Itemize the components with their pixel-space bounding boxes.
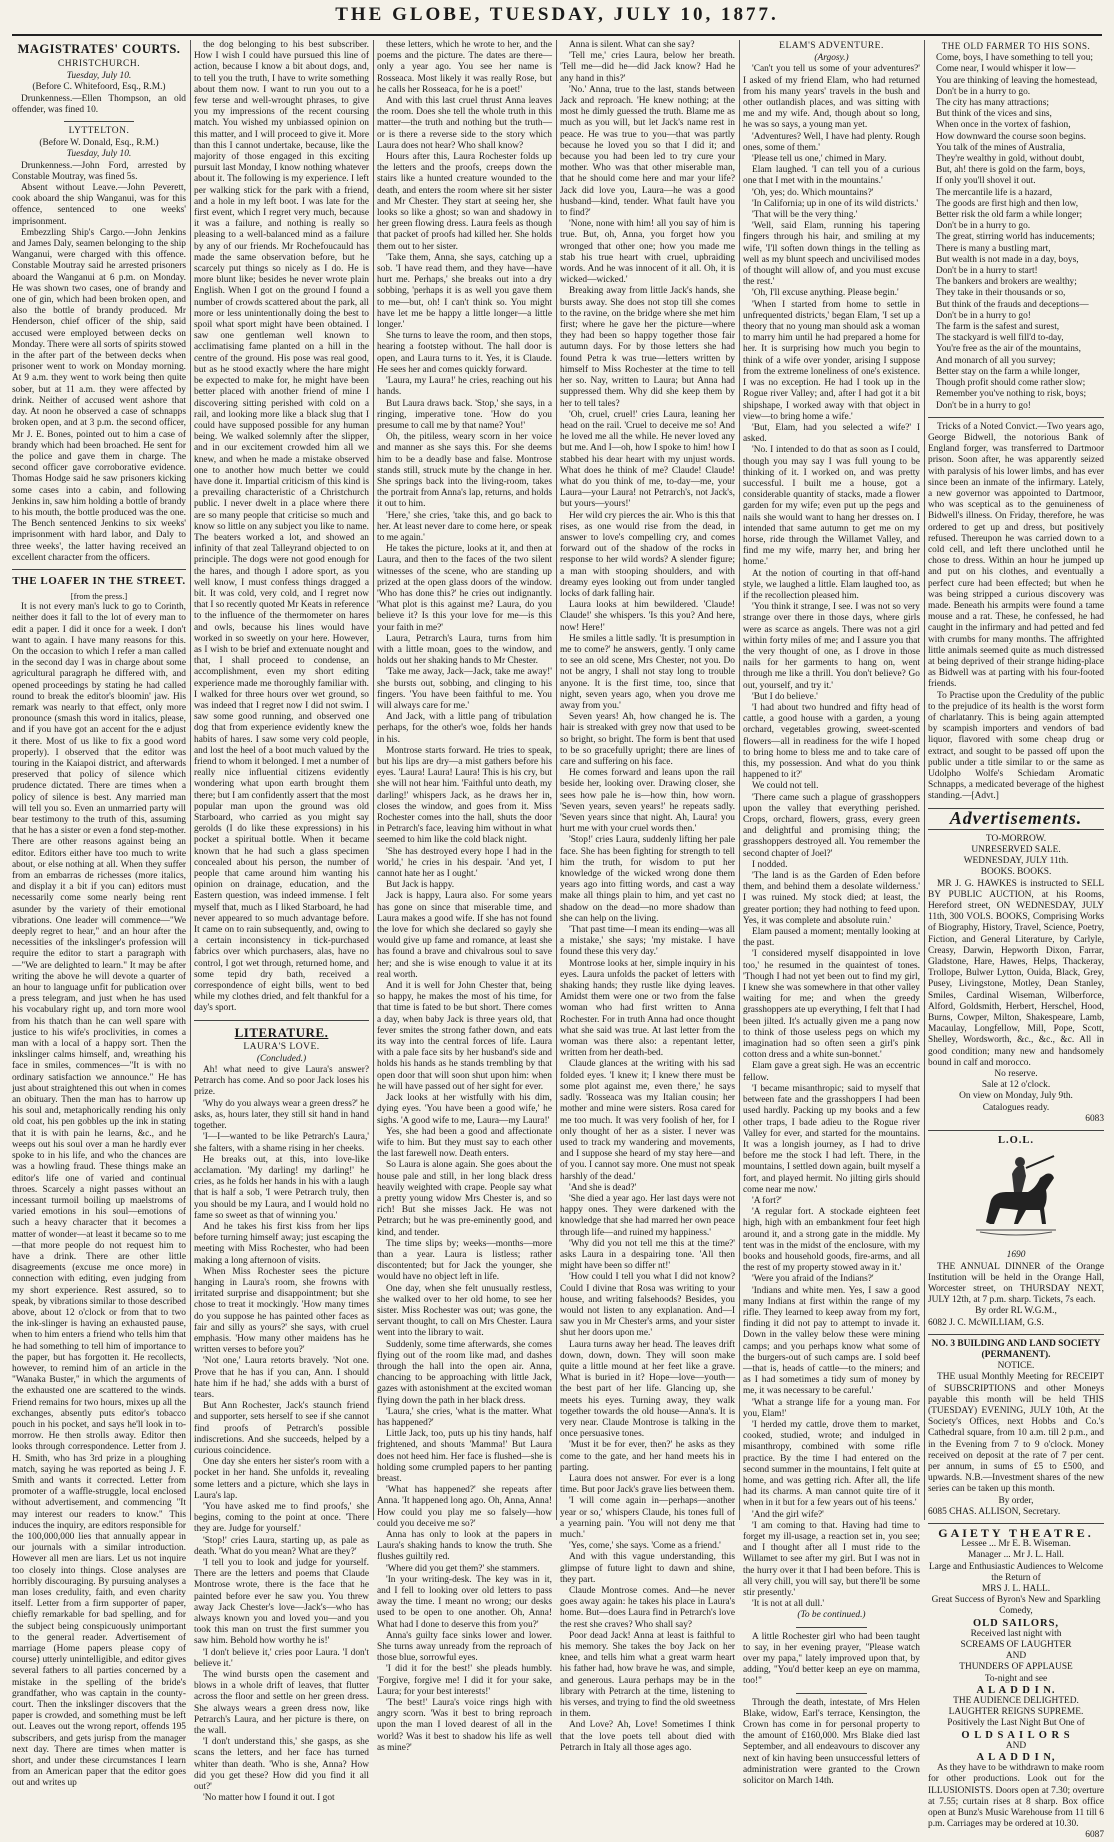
story-paragraph: 'I herded my cattle, drove them to market, cooked, studied, wrote; and indulged in misanthropy, combined with some rifle practice. By the time I had entered on the second summer in the mountains, I felt quite at home, and was getting rich. After all, the life had its charms. A man cannot quite tire of it when in it but for a few years out of his teens.' <box>743 1419 920 1509</box>
separator <box>928 829 1104 830</box>
poem-line: Don't be in a hurry to go. <box>936 221 1031 232</box>
separator <box>64 121 134 122</box>
story-paragraph: 'I tell you to look and judge for yourself. There are the letters and poems that Claude Montrose wrote, there is the face that he painted before ever he saw you. You threw away Jack Chester's love—Jack's—who has always known you and loved you—and you took this man on trust the first summer you saw him. Behold how worthy he is!' <box>194 1558 369 1647</box>
society-notice: NOTICE. <box>997 1361 1035 1372</box>
court-case: Drunkenness.—John Ford, arrested by Constable Moutray, was fined 5s. <box>12 160 186 182</box>
poem-line: And monarch of all you survey; <box>936 355 1056 366</box>
column-divider <box>373 40 374 1520</box>
story-paragraph: 'Why do you always wear a green dress?' he asks, as, hours later, they still sit hand in hand together. <box>194 1098 369 1132</box>
lol-body: THE ANNUAL DINNER of the Orange Institution will be held in the Orange Hall, Worcester street, on THURSDAY NEXT, JULY 12th, at 7 p.m. sharp. Tickets, 7s each. <box>928 1261 1104 1306</box>
separator <box>928 1130 1104 1131</box>
story-paragraph: 'I will come again in—perhaps—another year or so,' whispers Claude, his tones full of a yearning pain. 'You will not deny me that much.' <box>560 1496 735 1541</box>
poem-line: But think of the frauds and deceptions— <box>936 299 1089 310</box>
story-paragraph: 'Oh, I'll excuse anything. Please begin.' <box>752 288 899 299</box>
section-heading-elam: ELAM'S ADVENTURE. <box>779 41 884 51</box>
gaiety-title: GAIETY THEATRE. <box>938 1525 1094 1540</box>
poem-title: THE OLD FARMER TO HIS SONS. <box>941 41 1091 51</box>
story-paragraph: Elam paused a moment; mentally looking at the past. <box>743 927 920 949</box>
gaiety-star: MRS J. L. HALL. <box>981 1583 1051 1594</box>
article-source: (Argosy.) <box>814 53 849 64</box>
story-paragraph: Elam laughed. 'I can tell you of a curious one that I met with in the mountains.' <box>743 165 920 187</box>
story-paragraph: I nodded. <box>752 859 788 870</box>
masthead-title: THE GLOBE, TUESDAY, JULY 10, 1877. <box>335 4 779 25</box>
poem-line: How downward the course soon begins. <box>936 131 1086 142</box>
gaiety-aladdin: A L A D D I N, <box>976 1752 1056 1764</box>
advertisements-heading: Advertisements. <box>949 807 1083 828</box>
masthead-rule <box>12 34 1102 36</box>
story-paragraph: 'She has destroyed every hope I had in the world,' he cries in his despair. 'And yet, I cannot hate her as I ought.' <box>377 846 552 880</box>
story-paragraph: At the notion of courting in that off-hand style, we laughed a little. Elam laughed too, as if the recollection pleased him. <box>743 568 920 601</box>
story-paragraph: Suddenly, some time afterwards, she comes flying out of the room like mad, and dashes through the hall into the open air. Anna, chancing to be approaching with little Jack, gazes with astonishment at the excited woman flying down the path in her black dress. <box>377 1339 552 1406</box>
story-paragraph: 'I—I—wanted to be like Petrarch's Laura,' she falters, with a shame rising in her cheeks. <box>194 1132 369 1154</box>
article-body: It is not every man's luck to go to Corinth, neither does it fall to the lot of every man to edit a paper. I did it once for a week. I don't want to again. I have many reasons for this. On the occasion to which I refer a man called in the second day I was in charge about some agricultural paragraph he differed with, and opened proceedings by stating he had called round to break the editor's bloomin' jaw. His remark was nearly to that effect, only more pronounce (smash this word in italics, please, and if you have got an accent for the e adjust it there. Most of us like to fix a good word properly). I observed that the editor was touring in the Kaiapoi district, and afterwards preserved that policy of silence which prudence dictated. There are times when a policy of silence is best. Any married man will tell you so. Even an unmarried party will bear testimony to the truth of this, assuming that he has a sister or even a fond step-mother. There are other reasons against being an editor. Editors either have too much to write about, or else nothing at all. When they suffer from an embarras de richesses (more italics, and display it a bit if you can) editors must necessarily come some nearly being rent asunder by the variety of their emotional vibrations. One leader will commence—"We deeply regret to hear," and an hour after the necessities of the inkslinger's profession will require the editor to start a paragraph with—"We are delighted to learn." It may be after writing the above he will devote a quarter of an hour to language unfit for publication over a press telegram, and just when he has used his vocabulary right up, and torn more wool from his thatch than he can well spare with justice to his wife's proclivities, in comes a man with a local of a happy sort. Then the inkslinger calms himself, and, wreathing his face in smiles, commences—"It is with no ordinary satisfaction we announce." He has just about straightened this out when in comes an obituary. Then the man has to harrow up his soul and, metaphorically rending his only old coat, his pen gobbles up the ink in stating that it is with pain he learns, &c., and he weeps out his soul over a man he hardly ever spoke to in his life, and who the chances are was a howling fraud. These things make an editor's life one of varied and continual throes. Scarcely a night passes without an incessant turmoil boiling up maelstroms of varied emotions in his soul—emotions of such a heavy character that it becomes a matter of wonder—at least it became so to me—that more people do not request him to have a drink. There are other little disagreements (excuse me once more) in connection with editing, even judging from my short experience. Rest assured, so to speak, by vibrations similar to those described above, about 12 o'clock or from that to two the ink-slinger is having an exhausted pause, when to him enters a friend who tells him that he had something to tell him of importance to the paper, but has forgotten it. He recollects, however, to remind him of an article in the "Wanaka Buster," in which the arguments of the exhausted one are scattered to the winds. Friend remains for two hours, mixes up all the exchanges, absently puts editor's tobacco pouch in his pocket, and says he'll look in to-morrow. He then strolls away. Editor then looks through correspondence. Letter from J. H. Smith, who has 3rd prize in a ploughing match, saying he was reported as being J. F. Smith and wants it corrected. Letter from promoter of a waffle-struggle, local enclosed without advertisement, and commencing "It may interest our readers to know." This induces the inquiry, are editors responsible for the 100,000,000 lies that annually appear in our journals with a similar introduction. However all men are liars. Let us not inquire too closely into things. Close analyses are horribly discouraging. By pursuing analyses a man loses credulity, faith, and even charity itself. Letter from a firm supporter of paper, chiefly remarkable for bad spelling, and for the subject being conspicuously unimportant to the general reader. Advertisement of marriage (Home papers please copy of course) utterly unintelligible, and editor gives several fathers to all parties concerned by a mistake in the spelling of the bride's grandfather, who was captain in the county-court. Then the inkslinger discovers that the paper is crowded, and something must be left out. Leaves out the wrong report, offends 195 subscribers, and gets jurisp from the manager next day. There are times when matter is short, and under these circumstances I learn from an American paper that the editor goes out and writes up <box>12 602 186 1789</box>
story-paragraph: 'I became misanthropic; said to myself that between fate and the grasshoppers I had been used hardly. Packing up my books and a few other traps, I bade adieu to the Rogue river Valley for ever, and started for the mountains. It was a longish journey, as I had to drive before me the stock I had left. There, in the mountains, I settled down again, built myself a fort, and played hermit. No jilting girls should come near me now.' <box>743 1083 920 1195</box>
story-paragraph: 'In California; up in one of its wild districts.' <box>752 198 919 209</box>
court-date: Tuesday, July 10. <box>66 149 132 160</box>
lol-year: 1690 <box>1006 1250 1026 1261</box>
story-paragraph: The time slips by; weeks—months—more than a year. Laura is listless; rather discontented; but for Jack the younger, she would have no object left in life. <box>377 1238 552 1283</box>
story-paragraph: 'Indians and white men. Yes, I saw a good many Indians at first within the range of my rifle. They learned to keep away from my fort, finding it did not pay to attempt to invade it. Down in the valley below these were mining camps; and you perhaps know what some of the burgers-out of such camps are. I sold beef—that is, heads of cattle—to the miners; and as I had sometimes a tidy sum of money by me, it was necessary to be careful.' <box>743 1285 920 1397</box>
story-paragraph: He comes forward and leans upon the rail beside her, looking over. Drawing closer, she sees how pale he is—how thin, how worn. 'Seven years, seven years!' he repeats sadly. 'Seven years since that night. Ah, Laura! you hurt me with your cruel words then.' <box>560 768 735 835</box>
sale-line: BOOKS. BOOKS. <box>980 867 1052 878</box>
story-paragraph: 'No.' Anna, true to the last, stands between Jack and reproach. 'He knew nothing; at the most he dimly guessed the truth. Blame me as much as you will, but let Jack's name rest in peace. He was true to you—that was partly because he loved you so that I did it; and because you had been led to try cure your mother. Who was that other miserable man, that he should come here and mar your life? Jack did love you, Laura—he was a good husband—kind, tender. What fault have you to find?' <box>560 84 735 219</box>
story-paragraph: He takes the picture, looks at it, and then at Laura, and then to the faces of the two silent witnesses of the scene, who are standing up prized at the open glass doors of the window. 'Who has done this?' he cries out indignantly. 'What plot is this against me? Laura, do you believe it? Is this your love for me—is this your faith in me?' <box>377 544 552 633</box>
gaiety-and: AND <box>1005 1740 1027 1751</box>
sale-view: On view on Monday, July 9th. <box>959 1091 1073 1102</box>
story-paragraph: 'And the girl wife?' <box>752 1509 824 1520</box>
gaiety-screams: SCREAMS OF LAUGHTER <box>960 1640 1072 1650</box>
story-paragraph: We could not tell. <box>752 781 819 792</box>
poem-line: Don't be in a hurry to go! <box>936 400 1031 411</box>
sale-line: UNRESERVED SALE. <box>971 845 1061 856</box>
story-paragraph: 'Why did you not tell me this at the time?' asks Laura in a despairing tone. 'All then might have been so differ nt!' <box>560 1238 735 1272</box>
poem-line: The bankers and brokers are wealthy; <box>936 277 1077 288</box>
court-bench: (Before C. Whitefoord, Esq., R.M.) <box>32 82 166 93</box>
column-5 <box>743 40 920 1787</box>
gaiety-received: Received last night with <box>970 1628 1062 1639</box>
story-paragraph: 'Oh, cruel, cruel!' cries Laura, leaning her head on the rail. 'Cruel to deceive me so! And he loved me all the while. He never loved any but me. And I—oh, how I spoke to him! how I stabbed his dear heart with my unjust words. What does he think of me? Claude! Claude! what do you think of me, to-day—me, your Laura—your Laura! not Petrarch's, not Jack's, but yours—yours!' <box>560 409 735 510</box>
story-paragraph: 'Adventures? Well, I have had plenty. Rough ones, some of them.' <box>743 131 920 153</box>
to-be-continued: (To be continued.) <box>797 1610 866 1621</box>
story-paragraph: 'The land is as the Garden of Eden before them, and behind them a desolate wilderness.' I was ruined. My stock died; at least, the greater portion; they had nothing to feed upon. Yes, it was complete and absolute ruin.' <box>743 871 920 926</box>
masthead <box>0 0 1114 36</box>
story-paragraph: 'She died a year ago. Her last days were not happy ones. They were darkened with the knowledge that she had marred her own peace through life—and ruined my happiness.' <box>560 1193 735 1238</box>
poem-line: Though profit should come rather slow; <box>936 378 1086 389</box>
column-2 <box>194 40 369 1804</box>
story-paragraph: 'I did it for the best!' she pleads humbly. 'Forgive, forgive me! I did it for your sake, Laura; for your best interests!' <box>377 1664 552 1697</box>
story-paragraph: Laura, Petrarch's Laura, turns from him with a little moan, goes to the window, and holds out her shaking hands to Mr Chester. <box>377 633 552 667</box>
poem-line: The stackyard is well fill'd to-day, <box>936 333 1064 344</box>
society-order: By order, <box>998 1495 1034 1506</box>
court-case: Absent without Leave.—John Peverett, cook aboard the ship Wanganui, was for this offence, sentenced to one weeks' imprisonment. <box>12 183 186 227</box>
separator <box>194 1020 369 1021</box>
story-paragraph: 'Stop!' cries Laura, suddenly lifting her pale face. She has been fighting for strength to tell him the truth, for wisdom to put her knowledge of the wicked wrong done them years ago into fitting words, and cast a way make all things plain to him, and yet cast no shadow on the dead—no more shadow than she can help on the living. <box>560 835 735 924</box>
separator <box>928 1334 1104 1335</box>
story-paragraph: And he takes his first kiss from her lips before turning himself away; just escaping the meeting with Miss Rochester, who had been making a long afternoon of visits. <box>194 1221 369 1266</box>
story-paragraph: Jack looks at her wistfully with his dim, dying eyes. 'You have been a good wife,' he sighs. 'A good wife to me, Laura—my Laura!' <box>377 1093 552 1126</box>
poem-line: If only you'll shovel it out. <box>936 176 1036 187</box>
gaiety-success: Great Success of Byron's New and Sparkling Comedy, <box>931 1595 1101 1617</box>
story-paragraph: 'But I do believe.' <box>752 691 818 702</box>
story-paragraph: 'It is not at all dull.' <box>752 1599 825 1610</box>
court-place: CHRISTCHURCH. <box>57 59 141 69</box>
story-paragraph: 'That will be the very thing.' <box>752 210 858 221</box>
story-paragraph: Jack is happy, Laura also. For some years has gone on since that miserable time, and Laura makes a good wife. If she has not found the love for which she declared so gayly she would give up fame and romance, at least she has found a brave and chivalrous soul to save her; and she is wise enough to value it at its real worth. <box>377 891 552 980</box>
poem-line: Come, boys, I have something to tell you; <box>936 53 1094 64</box>
poem-line: The farm is the safest and surest, <box>936 322 1060 333</box>
story-paragraph: And with this last cruel thrust Anna leaves the room. Does she tell the whole truth in this matter—the truth and nothing but the truth—or is there a reverse side to the story which Laura does not hear? Who shall know? <box>377 96 552 151</box>
story-paragraph: But Jack is happy. <box>386 880 455 891</box>
story-paragraph: Poor dead Jack! Anna at least is faithful to his memory. She takes the boy Jack on her knee, and tells him what a great warm heart his father had, how brave he was, and simple, and generous. Laura perhaps may be in the library with Petrarch at the time, listening to his verses, and trying to find the old sweetness in them. <box>560 1630 735 1720</box>
king-billy-horse-illustration <box>956 1152 1076 1244</box>
story-paragraph: Breaking away from little Jack's hands, she bursts away. She does not stop till she comes to the ravine, on the bridge where she met him first; where he gave her the picture—where they had been so happy together those fair autumn days. For by those letters she had found Petra k was true—letters written by himself to Miss Rochester at the time to tell her so. Nay, written to Laura; but Anna had suppressed them. Why did she keep them by her to tell tales? <box>560 286 735 409</box>
poem <box>928 53 1104 412</box>
story-paragraph: Hours after this, Laura Rochester folds up the letters and the proofs, creeps down the stairs like a hunted creature wounded to the death, and enters the room where sit her sister and Mr Chester. They start at seeing her, she looks so like a ghost; so wan and shadowy in her green flowing dress. Laura feels as though that packet of proofs had killed her. She holds them out to her sister. <box>377 152 552 252</box>
story-status: (Concluded.) <box>256 1053 307 1064</box>
story-paragraph: 'Oh, yes; do. Which mountains?' <box>752 187 874 198</box>
poem-line: But think of the vices and sins, <box>936 109 1052 120</box>
poem-line: The city has many attractions; <box>936 98 1049 109</box>
story-paragraph: Montrose starts forward. He tries to speak, but his lips are dry—a mist gathers before his eyes. 'Laura! Laura! Laura! This is his cry, but she will not hear him. 'Faithful unto death, my darling!' whispers Jack, as he draws her in, closes the window, and goes from it. Miss Rochester comes into the hall, shuts the door in Petrarch's face, leaving him without in what seemed to him like the cold black night. <box>377 745 552 846</box>
gaiety-and: AND <box>1005 1651 1027 1662</box>
gaiety-lessee: Lessee ... Mr E. B. Wiseman. <box>961 1539 1071 1550</box>
story-paragraph: 'In your writing-desk. The key was in it, and I fell to looking over old letters to pass away the time. I meant no wrong; our desks used to be open to one another. Oh, Anna! What had I done to deserve this from you?' <box>377 1574 552 1630</box>
story-paragraph: 'You have asked me to find proofs,' she begins, coming to the point at once. 'There they are. Judge for yourself.' <box>194 1502 369 1535</box>
poem-line: There is many a bustling mart, <box>936 243 1051 254</box>
story-paragraph: Her wild cry pierces the air. Who is this that rises, as one would rise from the dead, in answer to love's compelling cry, and comes forward out of the shadow of the rocks in response to her wild words? A slender figure; a man with stooping shoulders, and with dreamy eyes looking out from under tangled locks of dark falling hair. <box>560 510 735 599</box>
poem-line: The goods are first high and then low, <box>936 198 1079 209</box>
story-paragraph: 'None, none with him! all you say of him is true. But, oh, Anna, you forget how you wronged that other one; how you made me stab his true heart with cruel, upbraiding words. And he was innocent of it all. Oh, it is wicked—wicked.' <box>560 219 735 286</box>
story-paragraph: 'Tell me,' cries Laura, below her breath. 'Tell me—did he—did Jack know? Had he any hand in this?' <box>560 51 735 84</box>
story-paragraph: 'Well, said Elam, running his tapering fingers through his hair, and smiling at my wife, 'I'll soften down things in the telling as well as my blunt speech and uncivilised modes of thought will allow of, and you must excuse the rest.' <box>743 221 920 288</box>
story-paragraph: So Laura is alone again. She goes about the house pale and still, in her long black dress heavily weighted with crape. People say what a pretty young widow Mrs Chester is, and so rich! But she misses Jack. He was not Petrarch; but he was pre-eminently good, and kind, and tender. <box>377 1160 552 1238</box>
story-paragraph: And Jack, with a little pang of tribulation perhaps, for the other's woe, folds her hands in his. <box>377 712 552 745</box>
story-paragraph: 'I had about two hundred and fifty head of cattle, a good house with a garden, a young orchard, vegetables growing, sweet-scented flowers—all in readiness for the wife I hoped to bring home to bless me and to take care of this, my possession. And what do you think happened to it?' <box>743 702 920 781</box>
court-case: Embezzling Ship's Cargo.—John Jenkins and James Daly, seamen belonging to the ship Wanganui, were charged with this offence. Constable Moutray said he arrested prisoners aboard the Wanganui at 6 p.m. on Monday. He was shown two cases, one of brandy and one of gin, which had been broken open, and also the bottle of brandy produced. Mr Henderson, chief officer of the ship, said accused were employed between decks on Monday. There were all sorts of spirits stowed in the after part of the between decks when prisoner went to work on Monday morning. At 9 a.m. they went to work being then quite sober, but at 11 a.m. they were affected by drink. Neither of accused went ashore that day. At noon he observed a case of schnapps broken open, and at 3 p.m. the second officer, Mr J. E. Bones, pointed out to him a case of brandy which had been broached. He sent for the police and gave them in charge. The second officer gave corroborative evidence. Thomas Hodge said he saw prisoners kicking some cases into a cabin, and following Jenkins in, saw him holding a bottle of brandy to his mouth, the bottle produced was the one. The Bench sentenced Jenkins to six weeks' imprisonment with hard labor, and Daly to three weeks', the latter having received an excellent character from the officers. <box>12 227 186 563</box>
story-paragraph: Laura turns away her head. The leaves drift down, down, down. They will soon make quite a little mound at her feet like a grave. What is buried in it? Hope—love—youth—the best part of her life. Glancing up, she meets his eyes. Turning away, they walk together towards the old house—Anna's. It is very near. Claude Montrose is talking in the once persuasive tones. <box>560 1339 735 1440</box>
story-paragraph: 'I considered myself disappointed in love too,' he resumed in the quaintest of tones. 'Though I had not yet been out to find my girl, I knew she was somewhere in that other valley waiting for me; and when the greedy grasshoppers ate up everything, I felt that I had been jilted. It's actually given me a pang now to think of those useless pegs on which my imagination had so often seen a girl's pink cotton dress and a white sun-bonnet.' <box>743 949 920 1061</box>
gaiety-aladdin: A L A D D I N. <box>976 1684 1056 1696</box>
story-paragraph: Anna's guilty face sinks lower and lower. She turns away unready from the reproach of those blue, sorrowful eyes. <box>377 1630 552 1664</box>
sale-line: WEDNESDAY, JULY 11th. <box>963 856 1069 867</box>
story-paragraph: 'I don't understand this,' she gasps, as she scans the letters, and her face has turned whiter than death. 'Who is she, Anna? How did you get these? How did you find it all out?' <box>194 1737 369 1793</box>
poem-line: Better stay on the farm a while longer, <box>936 366 1080 377</box>
poem-line: You are thinking of leaving the homestead, <box>936 75 1098 86</box>
story-paragraph: 'Were you afraid of the Indians?' <box>752 1274 874 1285</box>
gaiety-line: LAUGHTER REIGNS SUPREME. <box>948 1707 1084 1718</box>
society-body: THE usual Monthly Meeting for RECEIPT of SUBSCRIPTIONS and other Moneys payable this month will be held THIS (TUESDAY) EVENING, JULY 10th, At the Society's Offices, next Hobbs and Co.'s Cathedral square, from 10 a.m. till 2 p.m., and in the Evening from 7 to 9 o'clock. Money received on deposit at the rate of 7 per cent. per annum, in sums of £5 to £500, and upwards. N.B.—Investment shares of the new series can be taken up this month. <box>928 1372 1104 1495</box>
society-signature: 6085 CHAS. ALLISON, Secretary. <box>928 1506 1061 1517</box>
gaiety-line: THE AUDIENCE DELIGHTED. <box>953 1696 1079 1707</box>
story-paragraph: 'Yes, come,' she says. 'Come as a friend.' <box>569 1541 721 1552</box>
society-title: NO. 3 BUILDING AND LAND SOCIETY (PERMANENT). <box>931 1338 1101 1360</box>
story-paragraph: 'Not one,' Laura retorts bravely. 'Not one. Prove that he has if you can, Ann. I should hate him if he had,' she adds with a burst of tears. <box>194 1356 369 1400</box>
story-paragraph: 'What a strange life for a young man. For you, Elam!' <box>743 1397 920 1419</box>
story-paragraph: Elam gave a great sigh. He was an eccentric fellow. <box>743 1061 920 1083</box>
story-paragraph: And Love? Ah, Love! Sometimes I think that the love poets tell about died with Petrarch in Italy all those ages ago. <box>560 1720 735 1753</box>
gaiety-line: Positively the Last Night But One of <box>947 1718 1085 1729</box>
separator <box>928 1523 1104 1524</box>
column-divider <box>190 40 191 1520</box>
story-paragraph: Seven years! Ah, how changed he is. The hair is streaked with grey now that used to be so bright, so bright. The form is bent that used to be so gracefully upright; there are lines of care and suffering on his face. <box>560 712 735 767</box>
story-paragraph: 'You think it strange, I see. I was not so very strange over there in those days, where girls were as scarce as angels. There was not a girl within forty miles of me; and I assure you that the very thought of one, as I drove in those nails for her garments to hang on, went through me like a thrill. You don't believe? Go out, yourself, and try it.' <box>743 602 920 691</box>
gaiety-footer: As they have to be withdrawn to make room for other productions. Look out for the ILLUSIONISTS. Doors open at 7.30; overture at 7.55; curtain rises at 8 sharp. Box office open at Bunz's Music Warehouse from 11 till 6 p.m. Carriages may be ordered at 10.30. <box>928 1763 1104 1830</box>
story-paragraph: 'I am coming to that. Having had time to forget my ill-usage, a reaction set in, you see; and I thought after all I must ride to the Willamet to see after my girl. But I was not in the hurry over it that I had been before. This is all very chill, you will say, but there'll be some stir presently.' <box>743 1520 920 1599</box>
story-paragraph: 'Laura, my Laura!' he cries, reaching out his hands. <box>377 376 552 398</box>
poem-line: They take in their thousands or so, <box>936 288 1066 299</box>
story-paragraph: Yes, she had been a good and affectionate wife to him. But they must say to each other the last farewell now. Death enters. <box>377 1126 552 1160</box>
story-paragraph: One day, when she felt unusually restless, she walked over to her old home, to see her sister. Miss Rochester was out; was gone, the servant thought, to call on Mrs Chester. Laura went into the library to wait. <box>377 1283 552 1339</box>
story-paragraph: One day she enters her sister's room with a pocket in her hand. She unfolds it, revealing some letters and a picture, which she lays in Laura's lap. <box>194 1457 369 1501</box>
column-divider <box>739 40 740 1520</box>
story-paragraph: Laura looks at him bewildered. 'Claude! Claude!' she whispers. 'Is this you? And here, now! Here!' <box>560 600 735 633</box>
poem-line: Don't be in a hurry to go. <box>936 86 1031 97</box>
gaiety-thunders: THUNDERS OF APPLAUSE <box>959 1662 1073 1673</box>
story-paragraph: He smiles a little sadly. 'It is presumption in me to come?' he answers, gently. 'I only came to see an old scene, Mrs Chester, not you. Do not be angry, I shall not stay long to trouble anyone. It is the first time, too, since that night, seven years ago, when you drove me away from you.' <box>560 633 735 711</box>
story-paragraph: 'Take me away, Jack—Jack, take me away!' she bursts out, sobbing, and clinging to his fingers. 'You have been faithful to me. You will always care for me.' <box>377 667 552 711</box>
story-paragraph: And it is well for John Chester that, being so happy, he makes the most of his time, for that time is fated to be but short. There comes a day, when baby Jack is three years old, that fever smites the strong father down, and eats its way into the central forces of life. Laura with a pale face sits by her husband's side and holds his hands as he stands trembling by that open door that will soon shut upon him: when he will have passed out of her sight for ever. <box>377 981 552 1092</box>
poem-line: But wealth is not made in a day, boys, <box>936 254 1079 265</box>
story-paragraph: 'Take them, Anna, she says, catching up a sob. 'I have read them, and they have—have hurt me. Perhaps,' she breaks out into a dry sobbing, 'perhaps it is as well you gave them to me—but, oh! I can't think so. You might have let me be happy a little longer—a little longer.' <box>377 252 552 331</box>
court-case: Drunkenness.—Ellen Thompson, an old offender, was fined 10. <box>12 93 186 115</box>
ad-number: 6083 <box>1085 1113 1104 1124</box>
story-paragraph: He breaks out, at this, into love-like acclamation. 'My darling! my darling!' he cries, as he folds her hands in his with a laugh that is half a sob, 'I were Petrarch truly, then you should be my Laura, and I would hold no fame so sweet as that of winning you.' <box>194 1154 369 1221</box>
story-paragraph: She turns to leave the room, and then stops, hearing a footstep without. The hall door is open, and Laura turns to it. Yes, it is Claude. He sees her and comes quickly forward. <box>377 331 552 375</box>
article-source: [from the press.] <box>70 590 128 601</box>
ad-number: 6087 <box>1085 1830 1104 1841</box>
poem-line: You're free as the air of the mountains, <box>936 344 1081 355</box>
story-paragraph: 'I don't believe it,' cries poor Laura. 'I don't believe it.' <box>194 1647 369 1669</box>
court-place: LYTTELTON. <box>68 126 130 137</box>
story-paragraph: 'A regular fort. A stockade eighteen feet high, high with an embankment four feet high around it, and a strong gate in the middle. My tent was in the midst of the enclosure, with my books and household goods, fire-arms, and all the rest of my property stowed away in it.' <box>743 1207 920 1274</box>
story-paragraph: Claude glances at the writing with his sad folded eyes. 'I knew it; I knew there must be some plot against me, even there,' he says sadly. 'Rosseaca was my Italian cousin; her mother and mine were sisters. Rosa cared for me too much. It was very foolish of her, for I only thought of her as a sister. I never was used to track my wandering and movements, and I suppose she heard of my stay here—and of you. I cannot say more. One must not speak harshly of the dead.' <box>560 1059 735 1182</box>
sale-time: Sale at 12 o'clock. <box>981 1080 1051 1091</box>
separator <box>796 1693 867 1694</box>
paragraph-item: Through the death, intestate, of Mrs Helen Blake, widow, Earl's terrace, Kensington, the Crown has come in for personal property to the amount of £160,000. Mrs Blake died last September, and all endeavours to discover any next of kin having been unsuccessful letters of administration were granted to the Crown solicitor on March 14th. <box>743 1697 920 1787</box>
lol-title: L.O.L. <box>997 1135 1035 1147</box>
story-paragraph: 'What has happened?' she repeats after Anna. 'It happened long ago. Oh, Anna, Anna! How could you play me so falsely—how could you deceive me so?' <box>377 1485 552 1529</box>
gaiety-manager: Manager ... Mr J. L. Hall. <box>967 1550 1065 1561</box>
story-paragraph: Anna has only to look at the papers in Laura's shaking hands to know the truth. She flushes guiltily red. <box>377 1530 552 1563</box>
poem-line: The great, stirring world has inducements; <box>936 232 1095 243</box>
story-paragraph: 'There came such a plague of grasshoppers upon the valley that everything perished. Crops, orchard, flowers, grass, every green and delightful and promising thing; the grasshoppers destroyed all. You remember the second chapter of Joel?' <box>743 792 920 859</box>
lol-order: By order RL W.G.M., <box>975 1306 1057 1317</box>
story-paragraph: 'But, Elam, had you selected a wife?' I asked. <box>743 422 920 445</box>
story-paragraph: 'Where did you get them?' she stammers. <box>386 1563 540 1574</box>
story-paragraph: 'A fort?' <box>752 1195 782 1206</box>
sale-line: TO-MORROW. <box>985 833 1047 844</box>
poem-line: Don't be in a hurry to go! <box>936 310 1031 321</box>
sale-reserve: No reserve. <box>994 1069 1038 1080</box>
column-3 <box>377 40 552 1753</box>
gaiety-body: Large and Enthusiastic Audiences to Welcome the Return of <box>928 1561 1104 1583</box>
gaiety-tonight: To-night and see <box>984 1673 1048 1684</box>
sale-catalogues: Catalogues ready. <box>982 1102 1050 1113</box>
story-paragraph: Anna is silent. What can she say? <box>569 40 695 50</box>
column-divider <box>924 40 925 1520</box>
story-paragraph: 'And she is dead?' <box>569 1182 637 1193</box>
story-paragraph: And with this vague understanding, this glimpse of future light to dawn and shine, they part. <box>560 1552 735 1585</box>
story-paragraph: 'That past time—I mean its ending—was all a mistake,' she says; 'my mistake. I have found these this very day.' <box>560 925 735 958</box>
court-date: Tuesday, July 10. <box>66 71 132 82</box>
story-paragraph: 'Stop!' cries Laura, starting up, as pale as death. 'What do you mean? What are they?' <box>194 1535 369 1557</box>
poem-line: Remember you've nothing to risk, boys; <box>936 389 1087 400</box>
story-paragraph: 'No matter how I found it out. I got <box>203 1793 335 1804</box>
court-bench: (Before W. Donald, Esq., R.M.) <box>39 138 159 149</box>
paragraph-item: A little Rochester girl who had been taught to say, in her evening prayer, "Please watch over my papa," lately improved upon that, by adding, "You'd better keep an eye on mamma, too!" <box>743 1631 920 1687</box>
story-paragraph: When Miss Rochester sees the picture hanging in Laura's room, she frowns with irritated surprise and disappointment; but she chose to treat it mockingly. 'How many times do you suppose he has painted other faces as fair and silly as yours?' she says, with cruel emphasis. 'How many other maidens has he written verses to before you?' <box>194 1266 369 1356</box>
story-paragraph: Claude Montrose comes. And—he never goes away again: he takes his place in Laura's home. But—does Laura find in Petrarch's love the rest she craves? Who shall say? <box>560 1586 735 1630</box>
poem-line: But, ah! there is gold on the farm, boys, <box>936 165 1086 176</box>
horse-rider-icon <box>956 1152 1076 1244</box>
separator <box>12 569 186 570</box>
poem-line: Come near, I would whisper it low— <box>936 64 1076 75</box>
story-title: LAURA'S LOVE. <box>243 1041 320 1052</box>
poem-line: When once in the vortex of fashion, <box>936 120 1071 131</box>
poem-line: They're wealthy in gold, without doubt, <box>936 154 1085 165</box>
sale-body: MR J. G. HAWKES is instructed to SELL BY PUBLIC AUCTION, at his Rooms, Hereford street, ON WEDNESDAY, JULY 11th, 300 VOLS. BOOKS, Comprising Works of Biography, History, Travel, Science, Poetry, Fiction, and General Literature, by Carlyle, Creasy, Darwin, Hepworth Dixon, Farrar, Gladstone, Hare, Hawes, Helps, Thackeray, Trollope, Bulwer Lytton, Ouida, Black, Grey, Pusey, Livingstone, Motley, Dean Stanley, Smiles, Cardinal Wiseman, Wilberforce, Alford, Goldsmith, Herbert, Herschel, Hood, Burns, Cowper, Milton, Shakespeare, Lamb, Macaulay, Longfellow, Mill, Pope, Scott, Shelley, Wordsworth, &c., &c., &c. All in good condition; many new and handsomely bound in calf and morocco. <box>928 878 1104 1068</box>
separator <box>796 1627 867 1628</box>
lol-signature: 6082 J. C. McWILLIAM, G.S. <box>928 1317 1044 1328</box>
poem-line: You talk of the mines of Australia, <box>936 142 1065 153</box>
story-paragraph: 'When I started from home to settle in unfrequented districts,' began Elam, 'I set up a theory that no young man should ask a woman to marry him until he had prepared a home for her. It is surprising how much you begin to think of a wife over yonder, arising I suppose from the extreme loneliness of one's existence. I was no exception. He had I took up in the Rogue river Valley; and, after I had got it a bit shipshape, I worked away with that object in view—to bring home a wife.' <box>743 299 920 422</box>
story-paragraph: 'Please tell us one,' chimed in Mary. <box>752 154 887 165</box>
story-paragraph: 'Must it be for ever, then?' he asks as they come to the gate, and her hand meets his in parting. <box>560 1440 735 1473</box>
story-paragraph: But Ann Rochester, Jack's staunch friend and supporter, sets herself to see if she cannot find proofs of Petrarch's possible indiscretions. And she succeeds, helped by a curious coincidence. <box>194 1401 369 1456</box>
story-paragraph: Montrose looks at her, simple inquiry in his eyes. Laura unfolds the packet of letters with shaking hands; they rustle like dying leaves. Amidst them were one or two from the false woman who had first written to Anna Rochester. For in truth Anna had once thought what she said was true. At last letter from the woman was there also: a repentant letter, written from her death-bed. <box>560 958 735 1059</box>
paragraph-item: To Practise upon the Credulity of the public to the prejudice of its health is the worst form of charlatanry. This is being again attempted by scampish importers and vendors of bad liquor, flavored with some cheap drug or extract, and sought to be passed off upon the public under a title similar to or the same as Udolpho Wolfe's Schiedam Aromatic Schnapps, a medicated beverage of the highest standing.—[Advt.] <box>928 690 1104 802</box>
story-paragraph: 'Can't you tell us some of your adventures?' I asked of my friend Elam, who had returned from his many years' travels in the bush and other outlandish places, and was sitting with me and my wife. And, though about so long, he was so says, a young man yet. <box>743 64 920 131</box>
section-heading-magistrates: MAGISTRATES' COURTS. <box>17 42 181 56</box>
story-paragraph: The wind bursts open the casement and blows in a whole drift of leaves, that flutter across the floor and settle on her green dress. She always wears a green dress now, like Petrarch's Laura, and her picture is there, on the wall. <box>194 1670 369 1737</box>
column-6 <box>928 40 1104 1841</box>
story-paragraph: Ah! what need to give Laura's answer? Petrarch has come. And so poor Jack loses his prize. <box>194 1065 369 1098</box>
story-paragraph: 'Laura,' she cries, 'what is the matter. What has happened?' <box>377 1406 552 1428</box>
story-paragraph: 'Here,' she cries, 'take this, and go back to her. At least never dare to come here, or speak to me again.' <box>377 510 552 543</box>
column-divider <box>556 40 557 1520</box>
separator <box>928 417 1104 418</box>
poem-line: Better risk the old farm a while longer; <box>936 210 1083 221</box>
story-paragraph: these letters, which he wrote to her, and the poems and the picture. The dates are there—only a year ago. You see her name is Rosseaca. Most likely it was really Rose, but he calls her Rosseaca, for he is a poet!' <box>377 40 552 95</box>
story-paragraph: Little Jack, too, puts up his tiny hands, half frightened, and shouts 'Mamma!' But Laura does not heed him. Her face is flushed—she is holding some crumpled papers to her panting breast. <box>377 1429 552 1484</box>
paragraph-item: Tricks of a Noted Convict.—Two years ago, George Bidwell, the notorious Bank of England forger, was transferred to Dartmoor prison. Soon after, he was apparently seized with paralysis of his lower limbs, and has ever since been an inmate of the infirmary. Lately, a new governor was appointed to Dartmoor, who was sceptical as to the genuineness of Bidwell's illness. On Friday, therefore, he was ordered to get up and dress, but positively refused. Thereupon he was carried down to a cold cell, and left there unclothed until he chose to dress. Within an hour he jumped up and put on his clothes, and eventually a perfect cure had been effected; but when he was being stripped a curious discovery was made. Beneath his armpits were found a tame mouse and a rat. These, he confessed, he had caught in the infirmary and had petted and fed with crumbs for many months. The affrighted little animals seemed quite as much distressed at being deprived of their strange hiding-place as Bidwell was at parting with his four-footed friends. <box>928 421 1104 690</box>
section-heading-loafer: THE LOAFER IN THE STREET. <box>12 574 186 587</box>
poem-line: Don't be in a hurry to start! <box>936 266 1038 277</box>
story-paragraph: 'The best!' Laura's voice rings high with angry scorn. 'Was it best to bring reproach upon the man I loved dearest of all in the world? Was it best to shadow his life as well as mine?' <box>377 1698 552 1753</box>
column-4 <box>560 40 735 1753</box>
story-paragraph: But Laura draws back. 'Stop,' she says, in a ringing, imperative tone. 'How do you presume to call me by that name? You!' <box>377 398 552 431</box>
article-body: the dog belonging to his best subscriber. How I wish I could have pursued this line of action, because I know a bit about dogs, and, to tell you the truth, I have to write something about them now. I want to run you out to a few terse and well-wrought phrases, to give you my impressions of the recent coursing match. You wished my unbiassed opinion on this matter, and I will proceed to give it. More than this I cannot undertake, because, like the majority of those engaged in this exciting pursuit last Monday, I know nothing whatever about it. The following is my experience. I left per walking stick for the park with a friend, and a hole in my left boot. I was late for the first event, which I regret very much, because it was a failure, and nothing is really so pleasing to a well-balanced mind as a failure by any of our friends. Mr Rochefoucauld has made the same observation before, but he scarcely put things so nicely as I do. He is more blunt like; besides he never wrote plain English. When I got on the ground I found a number of crowds scattered about the park, all more or less unintentionally doing the best to spoil what sport might have been obtained. I saw one gentleman well known to acclimatising fame planted on a hill in the centre of the ground. His pose was real good, but as he stood exactly where the hare might be expected to make for, he might have been better placed with another friend of mine I discovering sitting perished with cold on a rail, and looking more like a black slug that I could have supposed possible for any human being. We walked solemnly after the slipper, and in our excitement crowded him all we knew, and when he made a mistake observed one to another how much better we could have done it. Impartial criticism of this kind is a prevailing characteristic of a Christchurch public. I never dwelt in a place where there are so many people that criticise so much and know so little on any subject you like to name. The beaters worked a lot, and showed an infinity of that zeal Talleyrand objected to on principle. The dogs were not good enough for the hares, and though I adore sport, as you well know, I must confess things dragged a bit. It was cold, very cold, and I regret now that I so recently quoted Mr Keats in reference to the influence of the thermometer on hares and owls, because his lines would have worked in so sweetly on your here. However, as I wish to be brief and extenuate nought and that, I shall proceed to condense, an accomplishment, even my short editing experience made me thoroughly familiar with. I walked for three hours over wet ground, so was indeed that I regret now I did not swim. I saw some good running, and observed one dog that from experience evidently knew the habits of hares. I saw some very cold people, and lost the heel of a boot much valued by the friend to whom it belonged. I met a number of really nice influential citizens evidently wondering what upon earth brought them there; but I am confidently assert that the most popular man upon the ground was old Starboard, who carried as you might say gerolds (I do like these expressions) in his pocket a spiritual bottle. When it became known that he had such a glass specimen concealed about his person, the number of people that came around him wanting his opinion on drainage, education, and the Eastern question, was indeed immense. I felt myself that, much as I liked Starboard, he had never appeared to so much advantage before. It came on to rain subsequently, and, owing to a certain inconsistency in tick-purchased fabrics over which purchasers, alas, have no control, I got wet through, returned home, and some tepid dry bath, received a correspondence of eight bills, went to bed while my clothes dried, and felt thankful for a day's sport. <box>194 40 369 1014</box>
story-paragraph: 'No. I intended to do that as soon as I could, though you may say I was full young to be thinking of it. I worked on, and was pretty successful. I built me a house, got a considerable quantity of stacks, made a flower garden for my wife; even put up the pegs and nails she would want to hang her dresses on. I intended that same autumn to get me on my horse, ride through the Willamet Valley, and find me my wife, marry her, and bring her home.' <box>743 445 920 568</box>
story-paragraph: Laura does not answer. For ever is a long time. But poor Jack's grave lies between them. <box>560 1474 735 1496</box>
section-heading-literature: LITERATURE. <box>234 1024 329 1040</box>
column-1 <box>12 40 186 1789</box>
story-paragraph: Oh, the pitiless, weary scorn in her voice and manner as she says this. For she deems him to be a deadly base and false. Montrose stands still, struck mute by the change in her. She springs back into the living-room, takes the portrait from Anna's lap, returns, and holds it out to him. <box>377 432 552 510</box>
poem-line: The mercantile life is a hazard, <box>936 187 1053 198</box>
story-paragraph: 'How could I tell you what I did not know? Could I divine that Rosa was writing to your house, and writing falsehoods? Besides, you would not listen to any explanation. And—I saw you in Mr Chester's arms, and your sister shut her doors upon me.' <box>560 1272 735 1339</box>
gaiety-play: OLD SAILORS, <box>972 1617 1060 1629</box>
gaiety-play: O L D S A I L O R S <box>961 1729 1071 1741</box>
